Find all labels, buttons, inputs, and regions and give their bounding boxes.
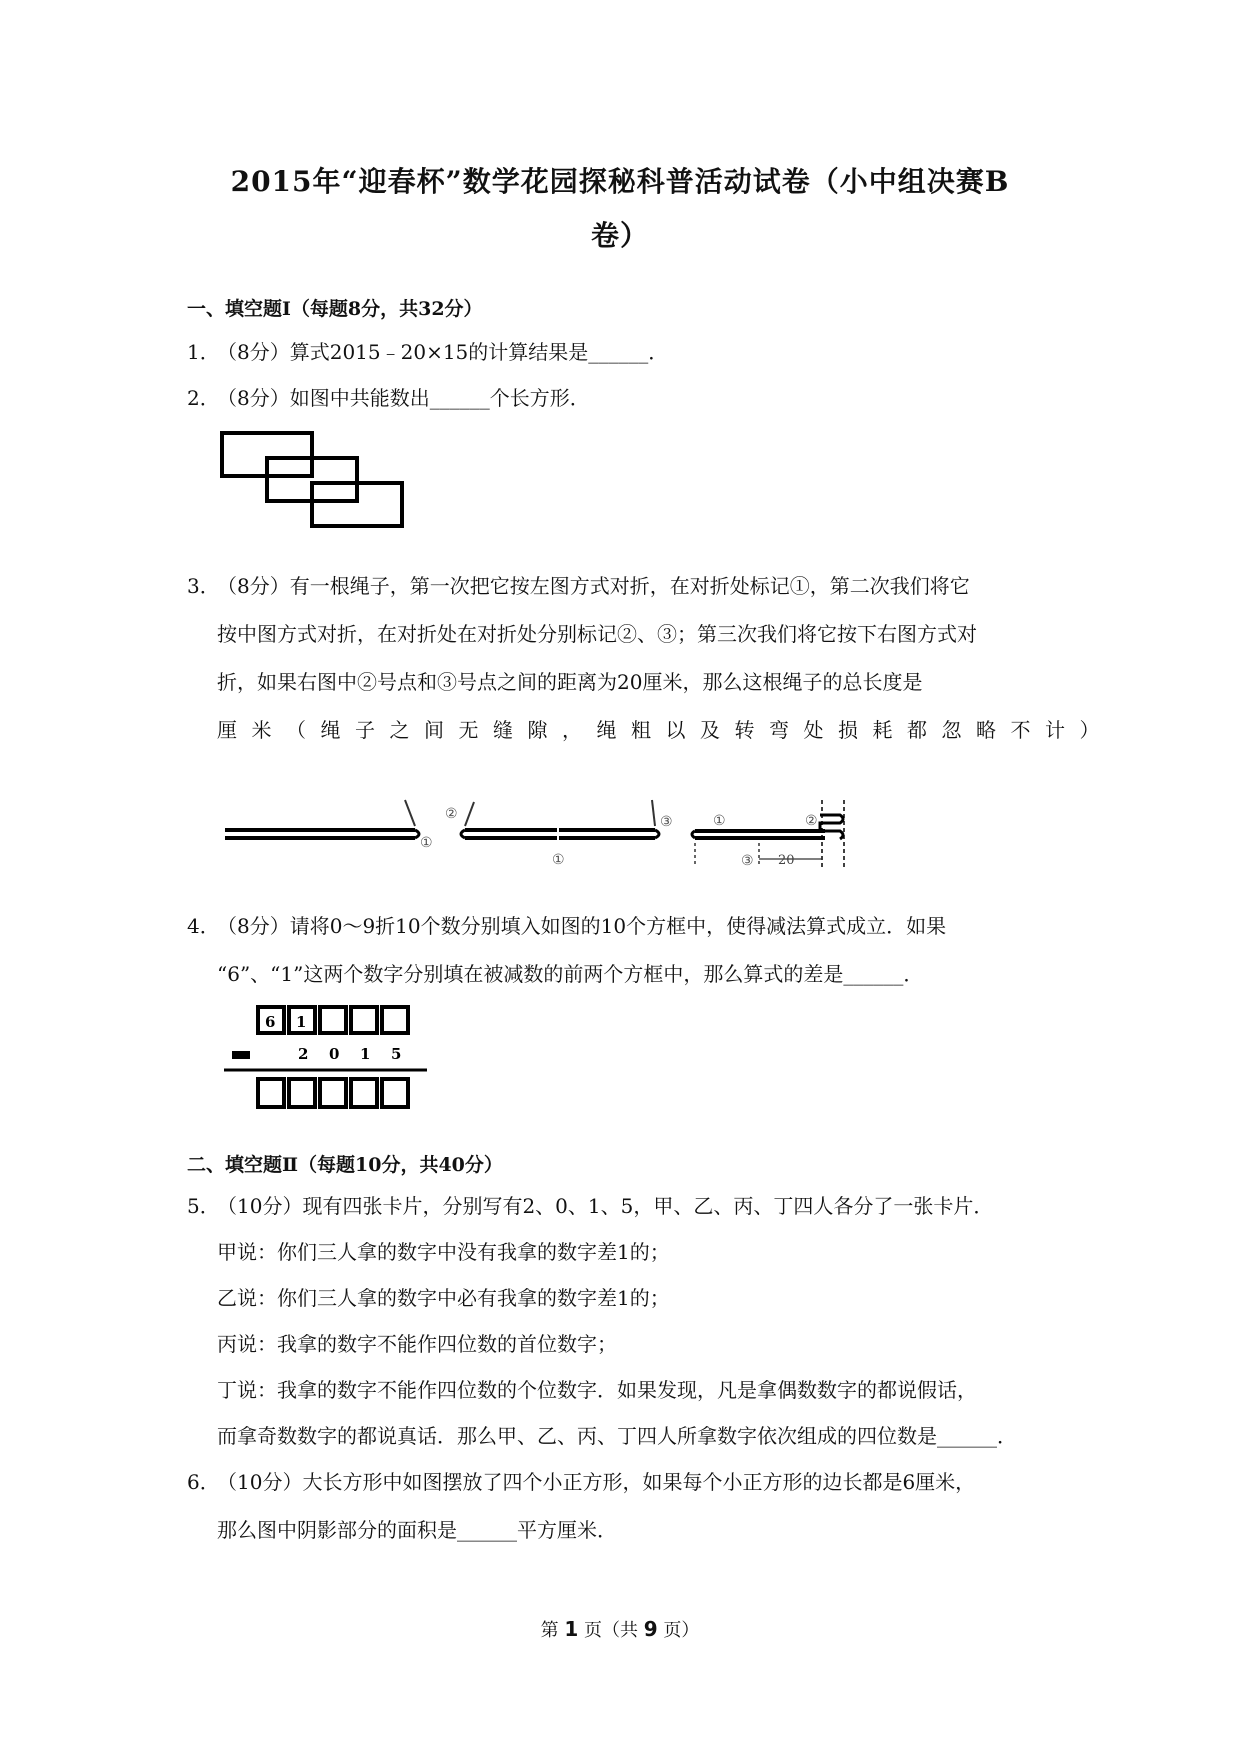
question-3-line-2: 按中图方式对折，在对折处在对折处分别标记②、③；第三次我们将它按下右图方式对: [217, 622, 977, 646]
footer-middle: 页（共: [584, 1620, 638, 1641]
question-5-line-5: 丁说：我拿的数字不能作四位数的个位数字．如果发现，凡是拿偶数数字的都说假话，: [217, 1378, 977, 1402]
footer-prefix: 第: [540, 1620, 559, 1641]
subtrahend-digit-2: 0: [329, 1045, 340, 1063]
question-4-line-1: （8分）请将0～9折10个数分别填入如图的10个方框中，使得减法算式成立．如果: [217, 914, 947, 938]
footer-total-pages: 9: [643, 1617, 658, 1641]
question-4-line-2: “6”、“1”这两个数字分别填在被减数的前两个方框中，那么算式的差是______．: [217, 962, 924, 986]
subtrahend-digit-1: 2: [298, 1045, 309, 1063]
mark-3-label-middle: ③: [660, 814, 673, 830]
subtrahend-digit-3: 1: [360, 1045, 371, 1063]
question-1-number: 1．: [187, 340, 220, 364]
question-1-text: （8分）算式2015﹣20×15的计算结果是______．: [217, 340, 669, 364]
rope-folding-figure: [222, 795, 872, 875]
question-5-line-1: （10分）现有四张卡片，分别写有2、0、1、5，甲、乙、丙、丁四人各分了一张卡片．: [217, 1194, 994, 1218]
question-5-line-3: 乙说：你们三人拿的数字中必有我拿的数字差1的；: [217, 1286, 670, 1310]
subtraction-figure: [222, 1005, 432, 1115]
minus-sign: [232, 1051, 250, 1059]
mark-1-label-middle: ①: [552, 852, 565, 868]
question-3-line-4: 厘米（绳子之间无缝隙，绳粗以及转弯处损耗都忽略不计）: [217, 718, 1114, 742]
question-4-number: 4．: [187, 914, 220, 938]
mark-2-label-right: ②: [805, 813, 818, 829]
question-5-line-6: 而拿奇数数字的都说真话．那么甲、乙、丙、丁四人所拿数字依次组成的四位数是______．: [217, 1424, 1017, 1448]
subtrahend-digit-4: 5: [391, 1045, 402, 1063]
rectangles-figure: [220, 430, 410, 535]
question-6-line-1: （10分）大长方形中如图摆放了四个小正方形，如果每个小正方形的边长都是6厘米，: [217, 1470, 976, 1494]
question-5-number: 5．: [187, 1194, 220, 1218]
mark-3-label-right: ③: [741, 853, 754, 869]
page-title-continued: 卷）: [590, 219, 649, 252]
question-2-number: 2．: [187, 386, 220, 410]
question-3-number: 3．: [187, 574, 220, 598]
section-heading-1: 一、填空题Ⅰ（每题8分，共32分）: [187, 298, 483, 320]
box-digit-2: 1: [296, 1013, 307, 1031]
mark-2-label-middle: ②: [445, 806, 458, 822]
page-footer: [0, 1616, 1240, 1642]
box-digit-1: 6: [265, 1013, 276, 1031]
footer-page-number: 1: [564, 1617, 579, 1641]
question-6-number: 6．: [187, 1470, 220, 1494]
question-6-line-2: 那么图中阴影部分的面积是______平方厘米．: [217, 1518, 617, 1542]
question-5-line-4: 丙说：我拿的数字不能作四位数的首位数字；: [217, 1332, 617, 1356]
section-heading-2: 二、填空题Ⅱ（每题10分，共40分）: [187, 1154, 503, 1176]
question-2-text: （8分）如图中共能数出______个长方形．: [217, 386, 590, 410]
question-3-line-1: （8分）有一根绳子，第一次把它按左图方式对折，在对折处标记①，第二次我们将它: [217, 574, 970, 598]
mark-1-label-right: ①: [713, 813, 726, 829]
mark-1-label-left: ①: [420, 835, 433, 851]
question-3-line-3: 折，如果右图中②号点和③号点之间的距离为20厘米，那么这根绳子的总长度是: [217, 670, 923, 694]
footer-suffix: 页）: [663, 1620, 700, 1641]
question-5-line-2: 甲说：你们三人拿的数字中没有我拿的数字差1的；: [217, 1240, 670, 1264]
distance-label: 20: [778, 853, 795, 868]
page-title: 2015年“迎春杯”数学花园探秘科普活动试卷（小中组决赛B: [230, 165, 1010, 198]
